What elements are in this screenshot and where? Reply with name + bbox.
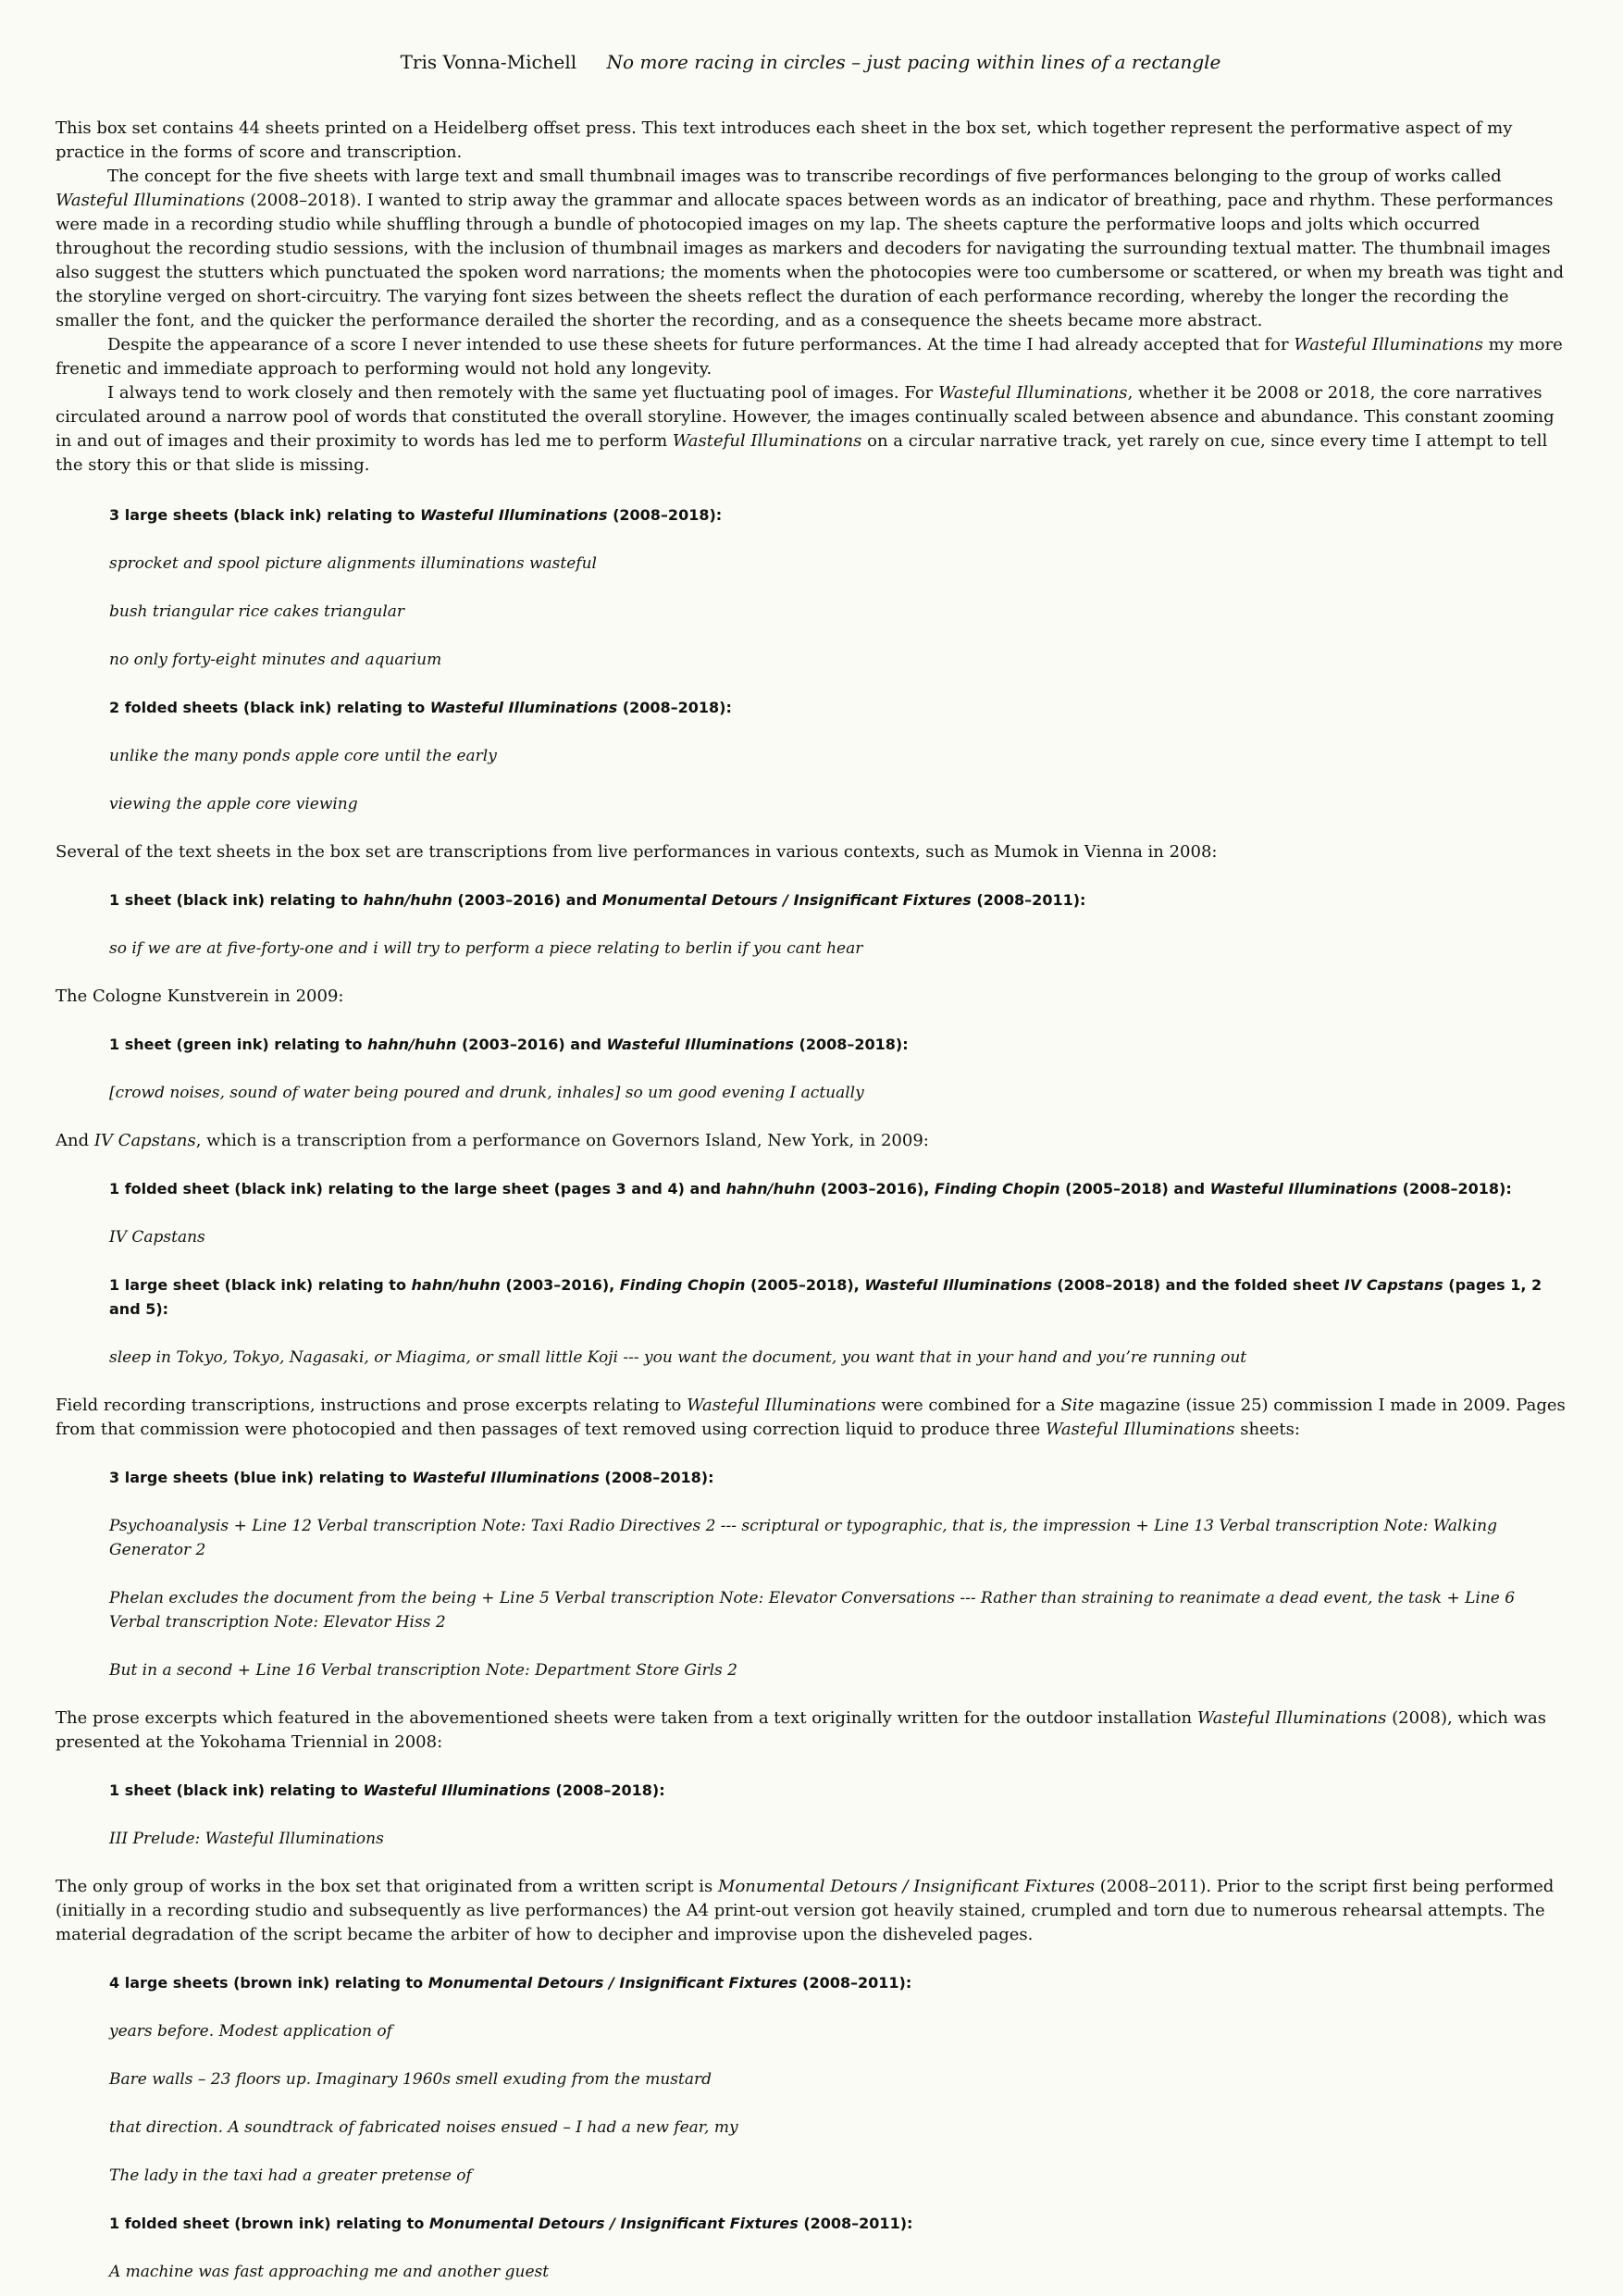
sheet-excerpt: A machine was fast approaching me and another guest: [109, 2263, 550, 2281]
sheet-excerpt: bush triangular rice cakes triangular: [109, 602, 405, 621]
text-run: (2003–2016) and: [456, 1036, 607, 1053]
text-run: 1 sheet (black ink) relating to: [109, 1781, 364, 1799]
text-run: This box set contains 44 sheets printed on a Heidelberg offset press. This text introduces each sheet in the box set, which together represent the performative aspect of my practice in the forms of score and transcription.: [56, 118, 1513, 162]
work-title: Finding Chopin: [619, 1276, 746, 1294]
text-run: The concept for the five sheets with large text and small thumbnail images was to transcribe recordings of five performances belonging to the group of works called: [107, 167, 1502, 186]
sheet-excerpt: years before. Modest application of: [109, 2022, 392, 2041]
text-run: (2003–2016),: [500, 1276, 620, 1294]
work-title: hahn/huhn: [363, 891, 452, 909]
sheet-excerpt: that direction. A soundtrack of fabricated noises ensued – I had a new fear, my: [109, 2118, 738, 2137]
work-title: Wasteful Illuminations: [864, 1276, 1052, 1294]
sheet-excerpt: sleep in Tokyo, Tokyo, Nagasaki, or Miagima, or small little Koji --- you want the document, you want that in your hand and you’re running out: [109, 1348, 1247, 1367]
work-title: Wasteful Illuminations: [938, 383, 1128, 403]
work-title: Wasteful Illuminations: [1209, 1180, 1398, 1198]
essay-title: No more racing in circles – just pacing within lines of a rectangle: [606, 51, 1221, 73]
text-run: (2008–2018):: [1397, 1180, 1512, 1198]
text-run: The only group of works in the box set that originated from a written script is: [56, 1877, 719, 1896]
sheet-excerpt: viewing the apple core viewing: [109, 795, 358, 813]
text-run: 3 large sheets (black ink) relating to: [109, 506, 421, 524]
text-run: (2005–2018) and: [1059, 1180, 1210, 1198]
text-run: (2008–2011):: [798, 2215, 913, 2232]
work-title: IV Capstans: [93, 1131, 196, 1150]
work-title: Wasteful Illuminations: [429, 699, 618, 716]
sheet-listing: [56, 503, 1566, 2284]
sheet-excerpt: The lady in the taxi had a greater pretense of: [109, 2166, 472, 2185]
work-title: Wasteful Illuminations: [363, 1781, 551, 1799]
text-run: (2008–2011):: [797, 1974, 912, 1992]
text-run: sheets:: [1234, 1420, 1300, 1439]
intro-text: [56, 117, 1566, 478]
author-name: Tris Vonna-Michell: [400, 51, 577, 73]
text-run: 2 folded sheets (black ink) relating to: [109, 699, 430, 716]
work-title: hahn/huhn: [725, 1180, 816, 1198]
text-run: Field recording transcriptions, instructions and prose excerpts relating to: [56, 1396, 688, 1415]
text-run: (pages 1, 2 and 5):: [109, 1276, 1542, 1318]
text-run: (2005–2018),: [745, 1276, 865, 1294]
work-title: Wasteful Illuminations: [672, 431, 862, 451]
sheet-heading: [109, 1971, 1566, 1995]
body-paragraph: [56, 1706, 1566, 1755]
intro-paragraph: [56, 381, 1566, 478]
sheet-heading: [109, 1273, 1566, 1322]
work-title: Wasteful Illuminations: [1196, 1708, 1387, 1728]
text-run: 1 folded sheet (brown ink) relating to: [109, 2215, 429, 2232]
text-run: Several of the text sheets in the box set are transcriptions from live performances in various contexts, such as Mumok in Vienna in 2008:: [56, 842, 1218, 862]
sheet-excerpt: Psychoanalysis + Line 12 Verbal transcription Note: Taxi Radio Directives 2 --- scriptural or typographic, that is, the impression + Line 13 Verbal transcription Note: Walking Generator 2: [109, 1517, 1497, 1559]
text-run: were combined for a: [875, 1396, 1061, 1415]
intro-paragraph: [56, 165, 1566, 333]
sheet-excerpt: so if we are at five-forty-one and i will try to perform a piece relating to berlin if you cant hear: [109, 939, 863, 958]
work-title: Wasteful Illuminations: [1294, 335, 1483, 354]
sheet-excerpt: III Prelude: Wasteful Illuminations: [109, 1830, 384, 1848]
sheet-excerpt: Bare walls – 23 floors up. Imaginary 1960s smell exuding from the mustard: [109, 2070, 712, 2089]
text-run: on a circular narrative track, yet rarely on cue, since every time I attempt to tell the story this or that slide is missing.: [56, 431, 1548, 475]
text-run: (2008–2018):: [617, 699, 732, 716]
work-title: Monumental Detours / Insignificant Fixtures: [718, 1877, 1095, 1896]
work-title: Monumental Detours / Insignificant Fixtures: [427, 1974, 798, 1992]
work-title: IV Capstans: [1344, 1276, 1443, 1294]
work-title: Wasteful Illuminations: [56, 191, 245, 210]
work-title: Wasteful Illuminations: [1046, 1420, 1235, 1439]
text-run: 3 large sheets (blue ink) relating to: [109, 1469, 413, 1486]
text-run: Despite the appearance of a score I never intended to use these sheets for future performances. At the time I had already accepted that for: [107, 335, 1295, 354]
text-run: (2008–2018) and the folded sheet: [1051, 1276, 1344, 1294]
text-run: magazine (issue 25) commission I made in 2009. Pages from that commission were photocopied and then passages of text removed using correction liquid to produce three: [56, 1396, 1566, 1439]
sheet-excerpt: IV Capstans: [109, 1228, 205, 1247]
text-run: (2008–2018):: [607, 506, 723, 524]
intro-paragraph: [56, 333, 1566, 381]
text-run: The Cologne Kunstverein in 2009:: [56, 987, 344, 1006]
work-title: Finding Chopin: [934, 1180, 1060, 1198]
sheet-heading: [109, 888, 1566, 912]
sheet-excerpt: But in a second + Line 16 Verbal transcription Note: Department Store Girls 2: [109, 1661, 737, 1680]
text-run: (2008–2011). Prior to the script first being performed (initially in a recording studio and subsequently as live performances) the A4 print-out version got heavily stained, crumpled and torn due to numerous rehearsal attempts. The material degradation of the script became the arbiter of how to decipher and improvise upon the disheveled pages.: [56, 1877, 1555, 1944]
sheet-heading: [109, 1033, 1566, 1057]
text-run: (2008–2011):: [971, 891, 1086, 909]
text-run: I always tend to work closely and then remotely with the same yet fluctuating pool of images. For: [107, 383, 938, 403]
body-paragraph: [56, 1875, 1566, 1947]
work-title: Wasteful Illuminations: [420, 506, 608, 524]
work-title: Monumental Detours / Insignificant Fixtures: [428, 2215, 799, 2232]
text-run: (2008–2018):: [793, 1036, 909, 1053]
sheet-excerpt: unlike the many ponds apple core until the early: [109, 747, 497, 765]
work-title: Wasteful Illuminations: [412, 1469, 600, 1486]
body-paragraph: [56, 1129, 1566, 1153]
sheet-heading: [109, 2212, 1566, 2236]
sheet-heading: [109, 1779, 1566, 1803]
sheet-heading: [109, 1177, 1566, 1201]
work-title: Wasteful Illuminations: [687, 1396, 876, 1415]
sheet-excerpt: [crowd noises, sound of water being poured and drunk, inhales] so um good evening I actually: [109, 1084, 864, 1102]
body-paragraph: [56, 985, 1566, 1009]
intro-paragraph: [56, 117, 1566, 165]
work-title: Monumental Detours / Insignificant Fixtures: [601, 891, 972, 909]
work-title: Wasteful Illuminations: [606, 1036, 794, 1053]
work-title: Site: [1060, 1396, 1095, 1415]
sheet-excerpt: sprocket and spool picture alignments illuminations wasteful: [109, 554, 597, 573]
sheet-heading: [109, 696, 1566, 720]
work-title: hahn/huhn: [367, 1036, 457, 1053]
work-title: hahn/huhn: [411, 1276, 501, 1294]
text-run: , which is a transcription from a performance on Governors Island, New York, in 2009:: [195, 1131, 929, 1150]
text-run: (2008–2018):: [599, 1469, 714, 1486]
sheet-excerpt: no only forty-eight minutes and aquarium: [109, 651, 442, 669]
page-header: [56, 48, 1566, 76]
text-run: (2008), which was presented at the Yokohama Triennial in 2008:: [56, 1708, 1546, 1752]
text-run: (2008–2018):: [550, 1781, 665, 1799]
text-run: 1 sheet (black ink) relating to: [109, 891, 364, 909]
text-run: 1 sheet (green ink) relating to: [109, 1036, 368, 1053]
text-run: , whether it be 2008 or 2018, the core narratives circulated around a narrow pool of words that constituted the overall storyline. However, the images continually scaled between absence and abundance. This constant zooming in and out of images and their proximity to words has led me to perform: [56, 383, 1555, 451]
text-run: (2008–2018). I wanted to strip away the grammar and allocate spaces between words as an indicator of breathing, pace and rhythm. These performances were made in a recording studio while shuffling through a bundle of photocopied images on my lap. The sheets capture the performative loops and jolts which occurred throughout the recording studio sessions, with the inclusion of thumbnail images as markers and decoders for navigating the surrounding textual matter. The thumbnail images also suggest the stutters which punctuated the spoken word narrations; the moments when the photocopies were too cumbersome or scattered, or when my breath was tight and the storyline verged on short-circuitry. The varying font sizes between the sheets reflect the duration of each performance recording, whereby the longer the recording the smaller the font, and the quicker the performance derailed the shorter the recording, and as a consequence the sheets became more abstract.: [56, 191, 1565, 330]
text-run: 4 large sheets (brown ink) relating to: [109, 1974, 428, 1992]
text-run: And: [56, 1131, 94, 1150]
text-run: 1 large sheet (black ink) relating to: [109, 1276, 412, 1294]
text-run: The prose excerpts which featured in the abovementioned sheets were taken from a text originally written for the outdoor installation: [56, 1708, 1197, 1728]
text-run: my more frenetic and immediate approach to performing would not hold any longevity.: [56, 335, 1563, 379]
text-run: (2003–2016) and: [452, 891, 602, 909]
sheet-heading: [109, 503, 1566, 527]
sheet-excerpt: Phelan excludes the document from the being + Line 5 Verbal transcription Note: Elevator Conversations --- Rather than straining to reanimate a dead event, the task + Line 6 Verbal transcription Note: Elevator Hiss 2: [109, 1589, 1516, 1632]
text-run: 1 folded sheet (black ink) relating to the large sheet (pages 3 and 4) and: [109, 1180, 726, 1198]
body-paragraph: [56, 840, 1566, 864]
sheet-heading: [109, 1466, 1566, 1490]
body-paragraph: [56, 1394, 1566, 1442]
text-run: (2003–2016),: [815, 1180, 935, 1198]
